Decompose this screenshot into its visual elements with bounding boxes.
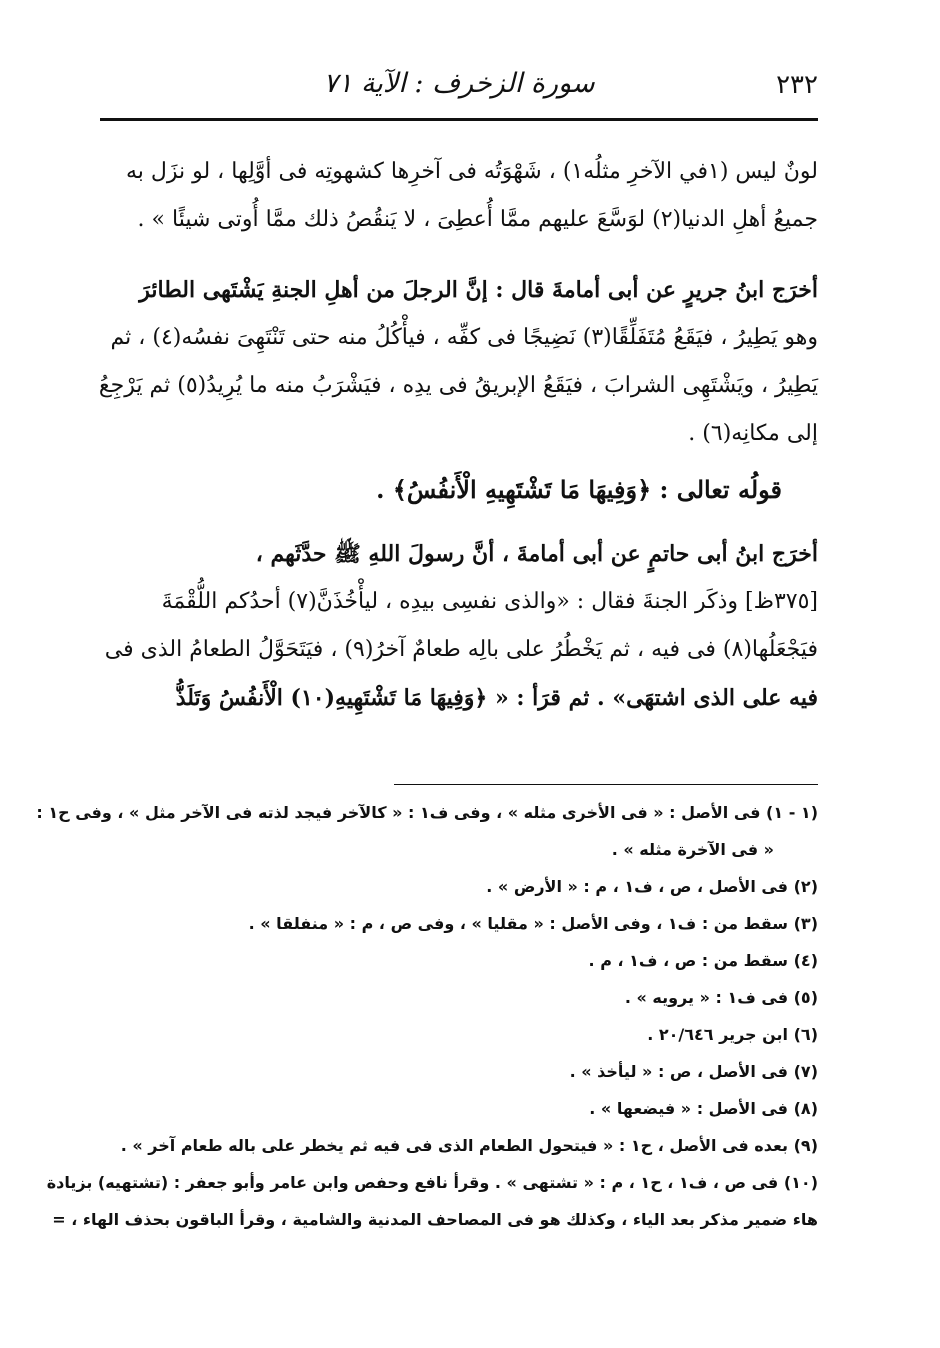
footnote: (٧) فى الأصل ، ص : « ليأخذ » . (569, 1062, 818, 1081)
footnote: (٤) سقط من : ص ، ف١ ، م . (588, 951, 818, 970)
page-number: ٢٣٢ (776, 70, 818, 100)
footnote: هاء ضمير مذكر بعد الياء ، وكذلك هو فى المصاحف المدنية والشامية ، وقرأ الباقون بحذف الهاء ، = (52, 1210, 818, 1229)
text-line: إلى مكانِه(٦) . (688, 421, 818, 446)
header-rule (100, 118, 818, 121)
running-head: سورة الزخرف : الآية ٧١ (323, 68, 595, 99)
footnote: (٢) فى الأصل ، ص ، ف١ ، م : « الأرض » . (486, 877, 818, 896)
footnote: (٣) سقط من : ف١ ، وفى الأصل : « مقليا » ، وفى ص ، م : « منفلقا » . (248, 914, 818, 933)
footnote: (١ - ١) فى الأصل : « فى الأخرى مثله » ، وفى ف١ : « كالآخر فيجد لذته فى الآخر مثل » ، وفى ح١ : (36, 803, 818, 822)
text-line: جميعُ أهلِ الدنيا(٢) لوَسَّعَ عليهم ممَّا أُعطِىَ ، لا يَنقُصُ ذلك ممَّا أُوتى شيئًا » . (137, 207, 818, 232)
text-line: لونٌ ليس (١في الآخرِ مثلُه١) ، شَهْوَتُه فى آخرِها كشهوتِه فى أوَّلِها ، لو نزَل به (125, 159, 818, 184)
footnote: « فى الآخرة مثله » . (611, 840, 774, 859)
page-header (100, 62, 818, 114)
text-line: فيَجْعَلُها(٨) فى فيه ، ثم يَخْطُرُ على بالِه طعامٌ آخرُ(٩) ، فيَتَحَوَّلُ الطعامُ الذى فى (104, 637, 818, 662)
paragraph-3 (100, 530, 818, 722)
footnote: (٦) ابن جرير ٢٠/٦٤٦ . (647, 1025, 818, 1044)
footnote: (٥) فى ف١ : « يرويه » . (624, 988, 818, 1007)
footnote-rule (394, 784, 818, 785)
text-line: أخرَج ابنُ أبى حاتمٍ عن أبى أمامةَ ، أنَّ رسولَ اللهِ ﷺ حدَّثَهم ، (255, 541, 818, 567)
text-line: [٣٧٥ظ] وذكَر الجنةَ فقال : «والذى نفسِى بيدِه ، ليأْخُذَنَّ(٧) أحدُكم اللُّقْمَةَ (161, 589, 818, 614)
text-line: وهو يَطِيرُ ، فيَقَعُ مُتَفَلِّقًا(٣) نَضِيجًا فى كفِّه ، فيأْكُلُ منه حتى تَنْتَهِىَ نفسُه(٤) ، ثم (110, 325, 818, 350)
text-line: يَطِيرُ ، ويَشْتَهِى الشرابَ ، فيَقَعُ الإبريقُ فى يدِه ، فيَشْرَبُ منه ما يُرِيدُ(٥) ثم يَرْجِعُ (98, 373, 818, 398)
paragraph-2 (100, 266, 818, 458)
footnotes (36, 794, 818, 1238)
text-line: أخرَج ابنُ جريرٍ عن أبى أمامةَ قال : إنَّ الرجلَ من أهلِ الجنةِ يَشْتَهى الطائرَ (139, 277, 818, 303)
footnote: (٨) فى الأصل : « فيضعها » . (589, 1099, 818, 1118)
text-line: فيه على الذى اشتهَى» . ثم قرَأ : « ﴿وَفِيهَا مَا تَشْتَهِيهِ(١٠) الْأَنفُسُ وَتَلَذُّ (175, 685, 818, 711)
footnote: (٩) بعده فى الأصل ، ح١ : « فيتحول الطعام الذى فى فيه ثم يخطر على باله طعام آخر » . (120, 1136, 818, 1155)
main-text (100, 148, 818, 722)
verse-heading: قولُه تعالى : ﴿وَفِيهَا مَا تَشْتَهِيهِ الْأَنفُسُ﴾ . (376, 475, 782, 504)
paragraph-1 (100, 148, 818, 244)
footnote: (١٠) فى ص ، ف١ ، ح١ ، م : « تشتهى » . وقرأ نافع وحفص وابن عامر وأبو جعفر : (تشتهيه) بزيادة (46, 1173, 818, 1192)
